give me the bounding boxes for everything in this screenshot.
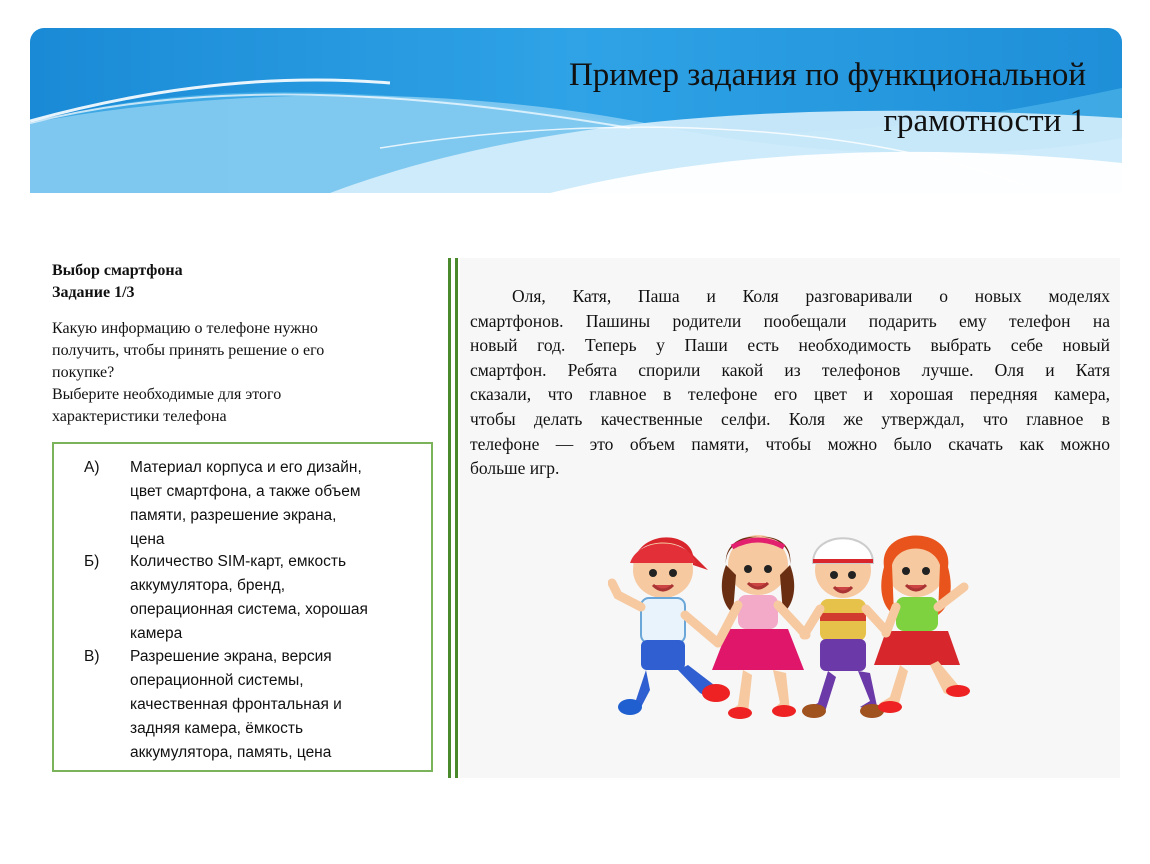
story-line: новый год. Теперь у Паши есть необходимость выбрать себе новый	[470, 335, 1110, 356]
answer-options-box	[52, 442, 433, 772]
task-heading: Выбор смартфона	[52, 262, 183, 279]
option-line: задняя камера, ёмкость	[130, 720, 304, 737]
option-text	[130, 645, 420, 765]
option-line: цена	[130, 531, 165, 548]
option-line: цвет смартфона, а также объем	[130, 483, 361, 500]
story-line: Оля, Катя, Паша и Коля разговаривали о новых моделях	[512, 286, 1110, 306]
option-text	[130, 550, 420, 646]
story-text	[470, 284, 1110, 481]
task-question	[52, 318, 437, 428]
slide-title-line2: грамотности 1	[883, 103, 1086, 139]
option-line: Материал корпуса и его дизайн,	[130, 459, 362, 476]
column-divider	[448, 258, 460, 778]
option-text	[130, 456, 420, 552]
story-line: телефоне — это объем памяти, чтобы можно было скачать как можно	[470, 433, 1110, 454]
story-line: смартфон. Ребята спорили какой из телефонов лучше. Оля и Катя	[470, 359, 1110, 380]
slide-title	[569, 52, 1086, 144]
option-line: качественная фронтальная и	[130, 696, 342, 713]
story-line: смартфонов. Пашины родители пообещали подарить ему телефон на	[470, 310, 1110, 331]
option-line: Разрешение экрана, версия	[130, 648, 332, 665]
question-line: получить, чтобы принять решение о его	[52, 342, 325, 359]
option-line: Количество SIM-карт, емкость	[130, 553, 347, 570]
option-letter: Б)	[84, 553, 100, 570]
option-line: операционная система, хорошая	[130, 601, 368, 618]
story-line: сказали, что главное в телефоне его цвет и хорошая передняя камера,	[470, 384, 1110, 405]
option-letter: В)	[84, 648, 100, 665]
task-subheading: Задание 1/3	[52, 284, 135, 301]
option-line: памяти, разрешение экрана,	[130, 507, 337, 524]
children-illustration	[608, 525, 978, 725]
option-letter: А)	[84, 459, 100, 476]
question-line: характеристики телефона	[52, 408, 227, 425]
option-line: аккумулятора, память, цена	[130, 744, 332, 761]
question-line: Какую информацию о телефоне нужно	[52, 320, 318, 337]
story-line: больше игр.	[470, 458, 560, 479]
option-line: аккумулятора, бренд,	[130, 577, 286, 594]
option-line: камера	[130, 625, 183, 642]
story-line: чтобы делать качественные селфи. Коля же утверждал, что главное в	[470, 408, 1110, 429]
question-line: Выберите необходимые для этого	[52, 386, 282, 403]
task-panel	[52, 260, 437, 428]
option-line: операционной системы,	[130, 672, 304, 689]
question-line: покупке?	[52, 364, 115, 381]
slide-title-line1: Пример задания по функциональной	[568, 57, 1086, 93]
